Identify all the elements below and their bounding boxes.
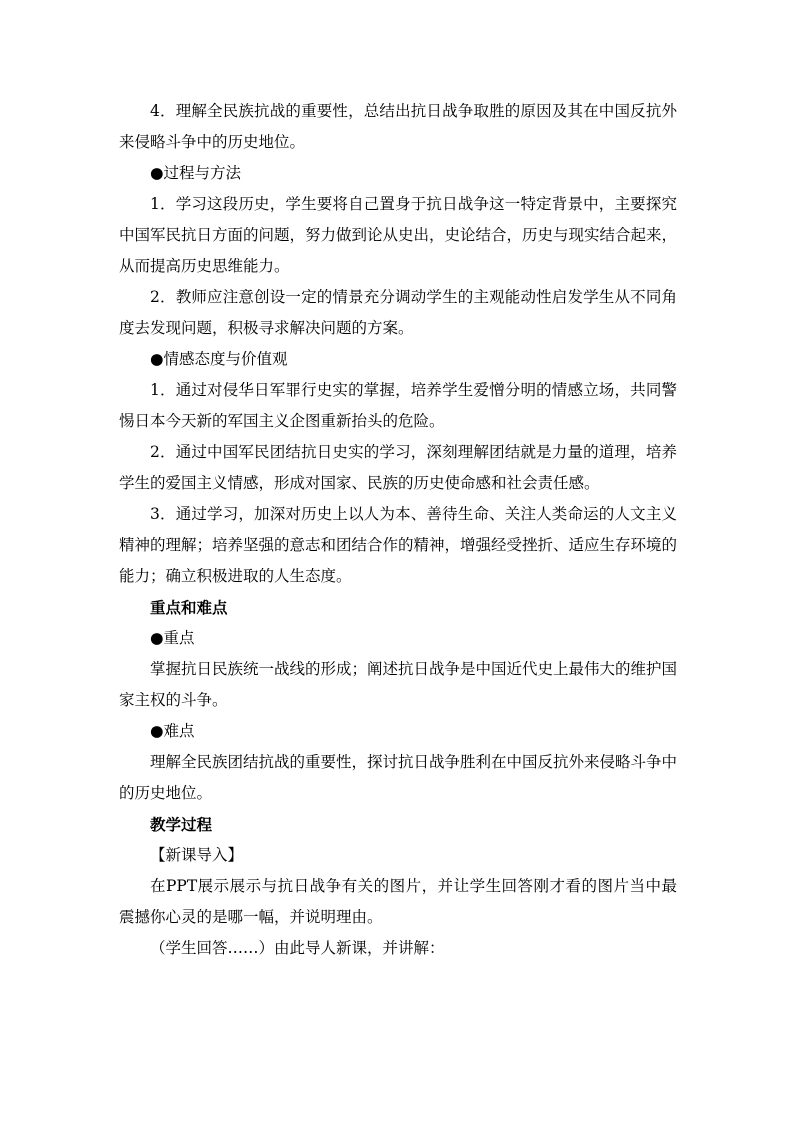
key-points-paragraph: 掌握抗日民族统一战线的形成；阐述抗日战争是中国近代史上最伟大的维护国家主权的斗争。	[119, 660, 678, 709]
new-lesson-intro-heading: 【新课导入】	[150, 846, 244, 864]
teaching-process-heading: 教学过程	[150, 815, 213, 834]
intro-activity-paragraph: 在PPT展示展示与抗日战争有关的图片，并让学生回答刚才看的图片当中最震撼你心灵的是哪一幅，并说明理由。	[119, 877, 677, 926]
intro-transition-paragraph: （学生回答……）由此导人新课，并讲解：	[150, 939, 445, 957]
emotion-item-1-paragraph: 1．通过对侵华日军罪行史实的掌握，培养学生爱憎分明的情感立场，共同警惕日本今天新的军国主义企图重新抬头的危险。	[119, 381, 677, 430]
process-method-heading: ●过程与方法	[150, 164, 242, 182]
difficult-points-heading: ●难点	[150, 722, 195, 740]
emotion-item-2-paragraph: 2．通过中国军民团结抗日史实的学习，深刻理解团结就是力量的道理，培养学生的爱国主义情感，形成对国家、民族的历史使命感和社会责任感。	[119, 443, 677, 492]
emotion-item-3-paragraph: 3．通过学习，加深对历史上以人为本、善待生命、关注人类命运的人文主义精神的理解；培养坚强的意志和团结合作的精神，增强经受挫折、适应生存环境的能力；确立积极进取的人生态度。	[119, 505, 678, 585]
emotion-values-heading: ●情感态度与价值观	[150, 350, 288, 368]
key-points-heading: ●重点	[150, 629, 195, 647]
document-page	[119, 96, 677, 964]
key-difficult-points-heading: 重点和难点	[150, 598, 228, 617]
process-item-2-paragraph: 2．教师应注意创设一定的情景充分调动学生的主观能动性启发学生从不同角度去发现问题，积极寻求解决问题的方案。	[119, 288, 677, 337]
process-item-1-paragraph: 1．学习这段历史，学生要将自己置身于抗日战争这一特定背景中，主要探究中国军民抗日方面的问题，努力做到论从史出，史论结合，历史与现实结合起来，从而提高历史思维能力。	[119, 195, 678, 275]
difficult-points-paragraph: 理解全民族团结抗战的重要性，探讨抗日战争胜利在中国反抗外来侵略斗争中的历史地位。	[119, 753, 678, 802]
objective-4-paragraph: 4．理解全民族抗战的重要性，总结出抗日战争取胜的原因及其在中国反抗外来侵略斗争中的历史地位。	[119, 102, 677, 151]
